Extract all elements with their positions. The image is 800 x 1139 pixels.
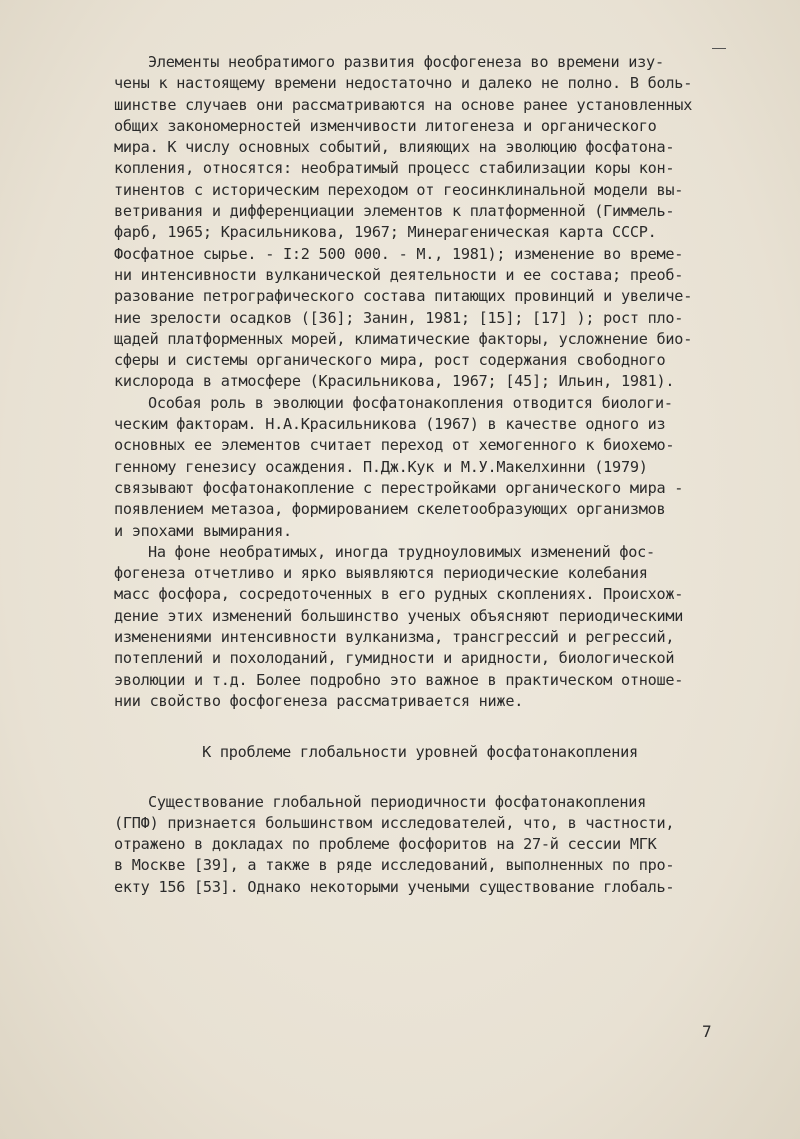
text-line: и эпохами вымирания. [114,521,292,540]
text-line: в Москве [39], а также в ряде исследований, выполненных по про- [114,856,675,875]
paragraph [114,542,726,712]
text-line: нии свойство фосфогенеза рассматривается ниже. [114,691,524,710]
text-line: генному генезису осаждения. П.Дж.Кук и М.У.Макелхинни (1979) [114,457,648,476]
text-line: копления, относятся: необратимый процесс стабилизации коры кон- [114,159,675,178]
paragraph [114,792,726,898]
text-line: щадей платформенных морей, климатические факторы, усложнение био- [114,329,693,348]
text-line: разование петрографического состава питающих провинций и увеличе- [114,287,693,306]
body-text [114,52,726,898]
paragraph [114,393,726,542]
text-line: мира. К числу основных событий, влияющих на эволюцию фосфатона- [114,138,675,157]
text-line: появлением метазоа, формированием скелетообразующих организмов [114,500,666,519]
section-heading: К проблеме глобальности уровней фосфатонакопления [202,743,638,762]
text-line: потеплений и похолоданий, гумидности и аридности, биологической [114,649,675,668]
text-line: Существование глобальной периодичности фосфатонакопления [148,792,647,811]
paragraph [114,52,726,393]
text-line: екту 156 [53]. Однако некоторыми учеными существование глобаль- [114,877,675,896]
text-line: На фоне необратимых, иногда трудноуловимых изменений фос- [148,542,655,561]
text-line: фарб, 1965; Красильникова, 1967; Минерагеническая карта СССР. [114,223,657,242]
text-line: Особая роль в эволюции фосфатонакопления отводится биологи- [148,393,673,412]
text-line: дение этих изменений большинство ученых объясняют периодическими [114,606,684,625]
text-line: масс фосфора, сосредоточенных в его рудных скоплениях. Происхож- [114,585,684,604]
text-line: Фосфатное сырье. - I:2 500 000. - М., 1981); изменение во време- [114,244,684,263]
paragraphs-after-heading [114,792,726,898]
text-line: отражено в докладах по проблеме фосфоритов на 27-й сессии МГК [114,835,657,854]
text-line: ние зрелости осадков ([36]; Занин, 1981; [15]; [17] ); рост пло- [114,308,684,327]
text-line: тинентов с историческим переходом от геосинклинальной модели вы- [114,180,684,199]
text-line: ветривания и дифференциации элементов к платформенной (Гиммель- [114,202,675,221]
text-line: чены к настоящему времени недостаточно и далеко не полно. В боль- [114,74,693,93]
paragraphs-before-heading [114,52,726,712]
text-line: шинстве случаев они рассматриваются на основе ранее установленных [114,95,693,114]
text-line: кислорода в атмосфере (Красильникова, 1967; [45]; Ильин, 1981). [114,372,675,391]
text-line: общих закономерностей изменчивости литогенеза и органического [114,116,657,135]
text-line: эволюции и т.д. Более подробно это важное в практическом отноше- [114,670,684,689]
text-line: ни интенсивности вулканической деятельности и ее состава; преоб- [114,265,684,284]
text-line: основных ее элементов считает переход от хемогенного к биохемо- [114,436,675,455]
text-line: ческим факторам. Н.А.Красильникова (1967) в качестве одного из [114,415,666,434]
text-line: изменениями интенсивности вулканизма, трансгрессий и регрессий, [114,628,675,647]
text-line: Элементы необратимого развития фосфогенеза во времени изу- [148,53,664,71]
text-line: сферы и системы органического мира, рост содержания свободного [114,351,666,370]
page-number: 7 [702,1022,712,1041]
text-line: связывают фосфатонакопление с перестройками органического мира - [114,478,684,497]
text-line: фогенеза отчетливо и ярко выявляются периодические колебания [114,564,648,583]
edge-mark [712,48,726,49]
text-line: (ГПФ) признается большинством исследователей, что, в частности, [114,813,675,832]
